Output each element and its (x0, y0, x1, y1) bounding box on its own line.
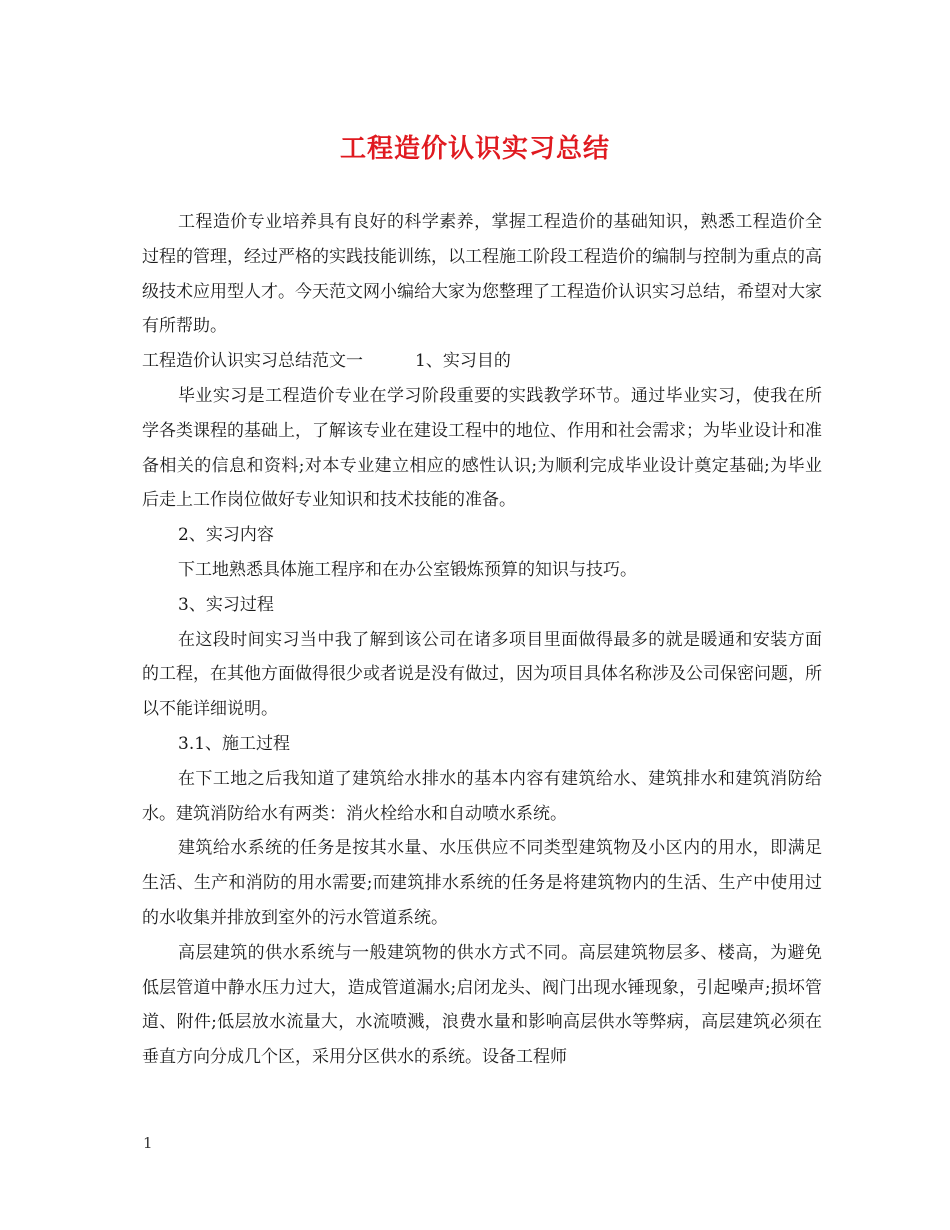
paragraph-highrise: 高层建筑的供水系统与一般建筑物的供水方式不同。高层建筑物层多、楼高，为避免低层管道中静水压力过大，造成管道漏水;启闭龙头、阀门出现水锤现象，引起噪声;损坏管道、附件;低层放水流量大，水流喷溅，浪费水量和影响高层供水等弊病，高层建筑必须在垂直方向分成几个区，采用分区供水的系统。设备工程师 (142, 942, 822, 1068)
section-heading-line (142, 344, 822, 379)
page-number: 1 (143, 1134, 153, 1152)
document-title: 工程造价认识实习总结 (339, 134, 610, 164)
paragraph-water-system: 建筑给水系统的任务是按其水量、水压供应不同类型建筑物及小区内的用水，即满足生活、生产和消防的用水需要;而建筑排水系统的任务是将建筑物内的生活、生产中使用过的水收集并排放到室外的污水管道系统。 (142, 838, 822, 928)
intro-paragraph: 工程造价专业培养具有良好的科学素养，掌握工程造价的基础知识，熟悉工程造价全过程的管理，经过严格的实践技能训练，以工程施工阶段工程造价的编制与控制为重点的高级技术应用型人才。今天范文网小编给大家为您整理了工程造价认识实习总结，希望对大家有所帮助。 (142, 212, 822, 337)
subsection-heading-construction: 3.1、施工过程 (178, 733, 291, 754)
paragraph-purpose: 毕业实习是工程造价专业在学习阶段重要的实践教学环节。通过毕业实习，使我在所学各类课程的基础上，了解该专业在建设工程中的地位、作用和社会需求；为毕业设计和准备相关的信息和资料;对本专业建立相应的感性认识;为顺利完成毕业设计奠定基础;为毕业后走上工作岗位做好专业知识和技术技能的准备。 (142, 385, 822, 511)
paragraph-content: 下工地熟悉具体施工程序和在办公室锻炼预算的知识与技巧。 (178, 559, 637, 580)
document-body (142, 205, 822, 1075)
section-heading-purpose: 1、实习目的 (415, 351, 511, 372)
section-heading-content: 2、实习内容 (178, 525, 274, 546)
section-heading-process: 3、实习过程 (178, 594, 274, 615)
paragraph-water-basics: 在下工地之后我知道了建筑给水排水的基本内容有建筑给水、建筑排水和建筑消防给水。建筑消防给水有两类：消火栓给水和自动喷水系统。 (142, 768, 822, 824)
paragraph-process: 在这段时间实习当中我了解到该公司在诸多项目里面做得最多的就是暖通和安装方面的工程，在其他方面做得很少或者说是没有做过，因为项目具体名称涉及公司保密问题，所以不能详细说明。 (142, 629, 822, 720)
sample-heading: 工程造价认识实习总结范文一 (142, 351, 363, 372)
